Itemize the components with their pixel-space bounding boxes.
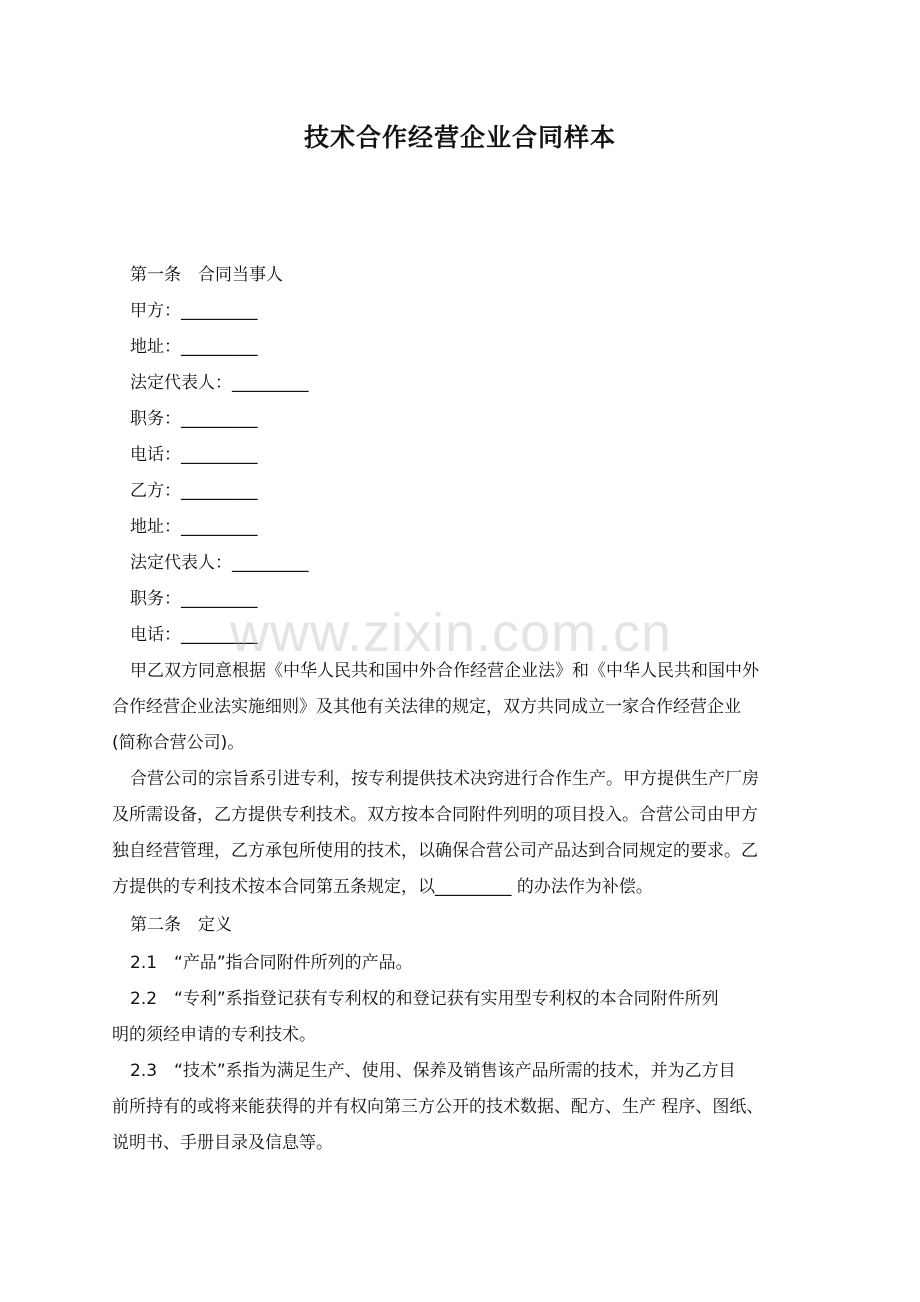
party-b-address-field: 地址：_________ [130, 517, 258, 537]
party-b-field: 乙方：_________ [130, 481, 258, 501]
intro-paragraph [112, 653, 822, 761]
intro-line: 甲乙双方同意根据《中华人民共和国中外合作经营企业法》和《中华人民共和国中外 [130, 661, 759, 681]
intro-line: (简称合营公司)。 [112, 733, 245, 753]
party-a-phone-field: 电话：_________ [130, 445, 258, 465]
purpose-paragraph [112, 761, 822, 905]
definition-2-3 [112, 1053, 822, 1161]
definition-line: 2.3 “技术”系指为满足生产、使用、保养及销售该产品所需的技术，并为乙方目 [130, 1061, 736, 1081]
party-a-position-field: 职务：_________ [130, 409, 258, 429]
purpose-line: 合营公司的宗旨系引进专利，按专利提供技术决窍进行合作生产。甲方提供生产厂房 [130, 769, 759, 789]
party-a-address-field: 地址：_________ [130, 337, 258, 357]
party-b-position-field: 职务：_________ [130, 589, 258, 609]
article-2-heading: 第二条 定义 [130, 915, 232, 935]
definition-2-2 [112, 981, 822, 1053]
purpose-line: 方提供的专利技术按本合同第五条规定，以_________ 的办法作为补偿。 [112, 877, 653, 897]
purpose-line: 独自经营管理，乙方承包所使用的技术，以确保合营公司产品达到合同规定的要求。乙 [112, 841, 758, 861]
definition-line: 前所持有的或将来能获得的并有权向第三方公开的技术数据、配方、生产 程序、图纸、 [112, 1097, 764, 1117]
party-a-field: 甲方：_________ [130, 301, 258, 321]
party-b-legal-rep-field: 法定代表人：_________ [130, 553, 309, 573]
definition-line: 明的须经申请的专利技术。 [112, 1025, 316, 1045]
intro-line: 合作经营企业法实施细则》及其他有关法律的规定，双方共同成立一家合作经营企业 [112, 697, 741, 717]
definition-2-1: 2.1 “产品”指合同附件所列的产品。 [130, 953, 413, 973]
definition-line: 2.2 “专利”系指登记获有专利权的和登记获有实用型专利权的本合同附件所列 [130, 989, 719, 1009]
party-b-phone-field: 电话：_________ [130, 625, 258, 645]
watermark: www.zixin.com.cn [230, 603, 673, 663]
purpose-line: 及所需设备，乙方提供专利技术。双方按本合同附件列明的项目投入。合营公司由甲方 [112, 805, 758, 825]
party-a-legal-rep-field: 法定代表人：_________ [130, 373, 309, 393]
article-1-heading: 第一条 合同当事人 [130, 265, 283, 285]
document-title: 技术合作经营企业合同样本 [303, 123, 616, 152]
definition-line: 说明书、手册目录及信息等。 [112, 1133, 333, 1153]
